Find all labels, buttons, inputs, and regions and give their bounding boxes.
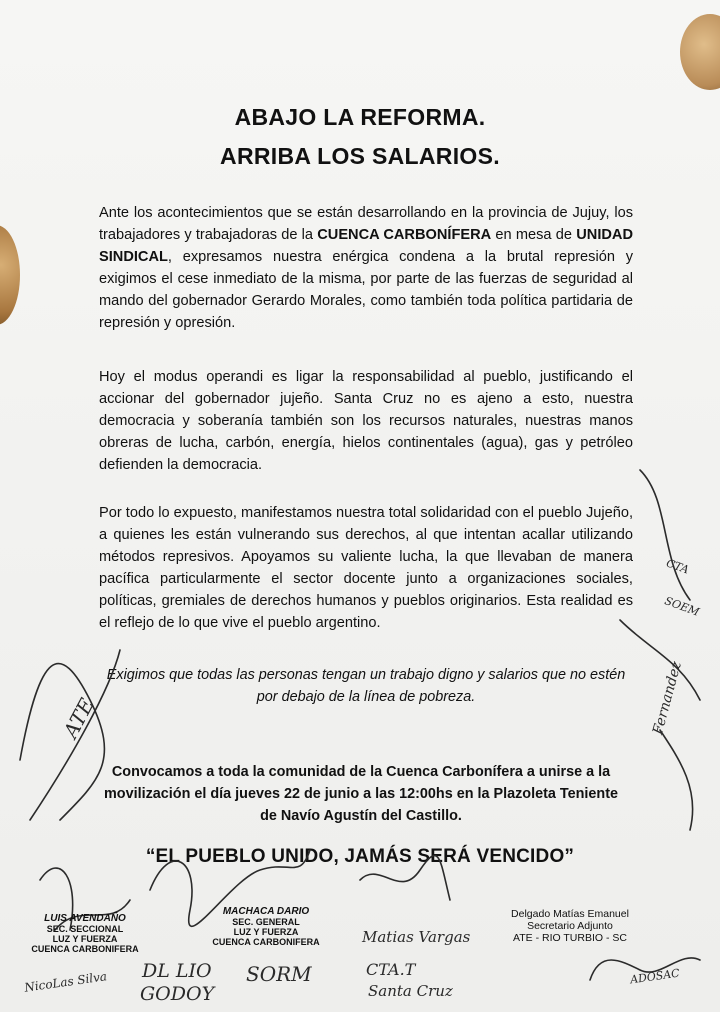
p1-rest: , expresamos nuestra enérgica condena a la brutal represión y exigimos el cese inmediato de la misma, por parte de las fuerzas de seguridad al mando del gobernador Gerardo Morales, como también toda política partidaria de represión y opresión. xyxy=(99,249,633,331)
handwriting-matias: Matias Vargas xyxy=(362,928,471,946)
demand-line-2: por debajo de la línea de pobreza. xyxy=(256,689,476,705)
p1-bold-cuenca: CUENCA CARBONÍFERA xyxy=(317,227,492,243)
sig-name: LUIS AVENDAÑO xyxy=(44,913,126,924)
sig-role: SEC. GENERAL xyxy=(232,917,300,927)
handwriting-godoy: GODOY xyxy=(140,983,215,1005)
p1-bold-unidad: UNIDAD SINDICAL xyxy=(99,227,633,265)
sig-role: ATE - RIO TURBIO - SC xyxy=(513,932,627,944)
p1-intro: Ante los acontecimientos que se están desarrollando en la provincia de Jujuy, los trabajadores y trabajadoras de la xyxy=(99,205,633,243)
title-line-2: ARRIBA LOS SALARIOS. xyxy=(220,143,500,169)
call-line-2: movilización el día jueves 22 de junio a las 12:00hs en la Plazoleta Teniente xyxy=(104,786,618,802)
sig-role: LUZ Y FUERZA xyxy=(233,927,299,937)
sig-role: SEC. SECCIONAL xyxy=(46,924,124,934)
handwriting-dlio: DL LIO xyxy=(142,960,212,982)
signature-block-avendano xyxy=(20,914,150,954)
p1-mid: en mesa de xyxy=(491,227,577,243)
paragraph-2: Hoy el modus operandi es ligar la responsabilidad al pueblo, justificando el accionar del gobernador jujeño. Santa Cruz no es ajeno a esto, nuestra democracia y soberanía también son los recursos naturales, nuestras manos obreras de lucha, carbón, energía, hielos continentales (agua), gas y petróleo defienden la democracia. xyxy=(99,369,633,473)
sig-role: CUENCA CARBONIFERA xyxy=(31,944,139,954)
sig-role: LUZ Y FUERZA xyxy=(52,934,118,944)
demand-line-1: Exigimos que todas las personas tengan un trabajo digno y salarios que no estén xyxy=(106,667,626,683)
handwriting-right-4: ADOSAC xyxy=(629,966,681,987)
call-line-3: de Navío Agustín del Castillo. xyxy=(260,808,462,824)
paragraph-3: Por todo lo expuesto, manifestamos nuestra total solidaridad con el pueblo Jujeño, a quienes les están vulnerando sus derechos, al que intentan acallar utilizando métodos represivos. Apoyamos su valiente lucha, la que llevaban de manera pacífica particularmente el sector docente junto a organizaciones sociales, políticas, gremiales de derechos humanos y pueblos originarios. Esta realidad es el reflejo de lo que vive el pueblo argentino. xyxy=(99,505,633,631)
sig-role: Secretario Adjunto xyxy=(527,920,613,932)
handwriting-ctat: CTA.T xyxy=(366,960,416,979)
scrawl-right-2 xyxy=(660,730,693,830)
signature-block-delgado xyxy=(500,908,640,944)
scrawl-center-2 xyxy=(360,856,450,900)
handwriting-right-2: SOEM xyxy=(662,594,702,619)
slogan: “EL PUEBLO UNIDO, JAMÁS SERÁ VENCIDO” xyxy=(145,846,575,867)
call-line-1: Convocamos a toda la comunidad de la Cuenca Carbonífera a unirse a la xyxy=(111,764,611,780)
title-line-1: ABAJO LA REFORMA. xyxy=(234,104,486,130)
signature-block-machaca xyxy=(206,907,326,947)
handwriting-santa-cruz: Santa Cruz xyxy=(368,982,453,1000)
sig-role: CUENCA CARBONIFERA xyxy=(212,937,320,947)
handwriting-sorm: SORM xyxy=(246,962,312,986)
handwriting-ate-left: ATE xyxy=(58,694,99,742)
handwriting-right-3: Fernandez xyxy=(650,659,685,737)
handwriting-right-1: CTA xyxy=(664,556,691,577)
sig-name: MACHACA DARIO xyxy=(222,906,310,917)
sig-name: Delgado Matías Emanuel xyxy=(511,908,629,920)
scrawl-right-1 xyxy=(620,470,700,700)
handwriting-nicolas: NicoLas Silva xyxy=(23,969,108,995)
